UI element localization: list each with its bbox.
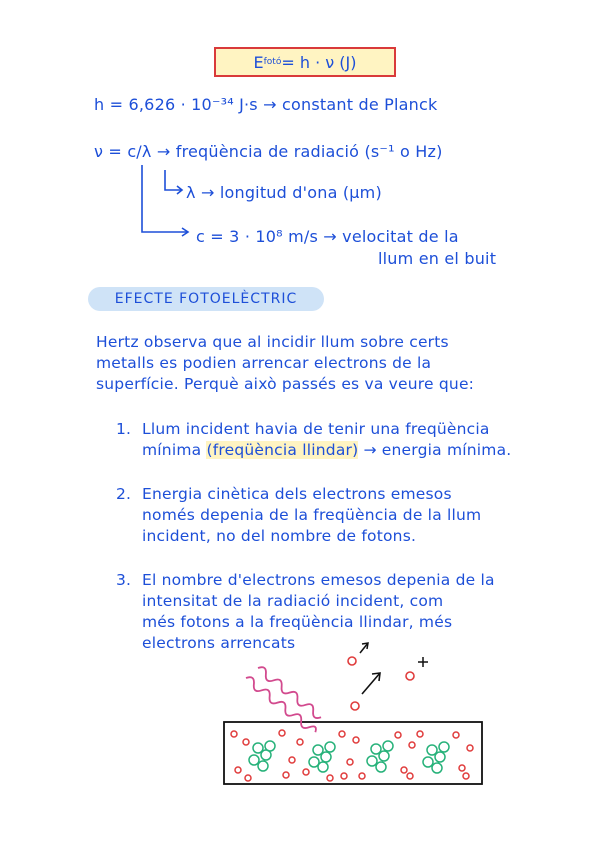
point-1-highlight: (freqüència llindar) — [206, 441, 359, 459]
point-1-line-1: Llum incident havia de tenir una freqüència — [142, 420, 490, 438]
formula-energy-sub: fotó — [263, 57, 282, 67]
wavelength-line: λ → longitud d'ona (µm) — [186, 183, 382, 202]
point-1-tail: → energia mínima. — [358, 441, 512, 459]
ejected-electrons — [348, 643, 428, 710]
light-speed-line2: llum en el buit — [378, 249, 497, 268]
point-2-line-2: només depenia de la freqüència de la llum — [142, 506, 482, 524]
formula-rest: = h · ν (J) — [281, 52, 357, 72]
point-2-line-3: incident, no del nombre de fotons. — [142, 527, 417, 545]
point-2-number: 2. — [116, 485, 132, 503]
point-3-number: 3. — [116, 571, 132, 589]
point-3-line-3: més fotons a la freqüència llindar, més — [142, 613, 453, 631]
formula-energy: E — [253, 52, 264, 72]
point-1-text: mínima — [142, 441, 202, 459]
bracket-arrows — [142, 165, 188, 236]
intro-line-2: metalls es podien arrencar electrons de la — [96, 354, 432, 372]
frequency-line: ν = c/λ → freqüència de radiació (s⁻¹ o Hz) — [94, 142, 443, 161]
section-title: EFECTE FOTOELÈCTRIC — [88, 287, 324, 311]
photon-wave — [256, 665, 324, 721]
point-3-line-4: electrons arrencats — [142, 634, 296, 652]
planck-line: h = 6,626 · 10⁻³⁴ J·s → constant de Planck — [94, 95, 438, 114]
point-3-line-2: intensitat de la radiació incident, com — [142, 592, 444, 610]
nucleus-clusters — [249, 741, 449, 773]
intro-line-3: superfície. Perquè això passés es va veure que: — [96, 375, 475, 393]
point-3-line-1: El nombre d'electrons emesos depenia de la — [142, 571, 495, 589]
intro-line-1: Hertz observa que al incidir llum sobre certs — [96, 333, 449, 351]
point-2-line-1: Energia cinètica dels electrons emesos — [142, 485, 452, 503]
point-1-number: 1. — [116, 420, 132, 438]
light-speed-line1: c = 3 · 10⁸ m/s → velocitat de la — [196, 227, 459, 246]
